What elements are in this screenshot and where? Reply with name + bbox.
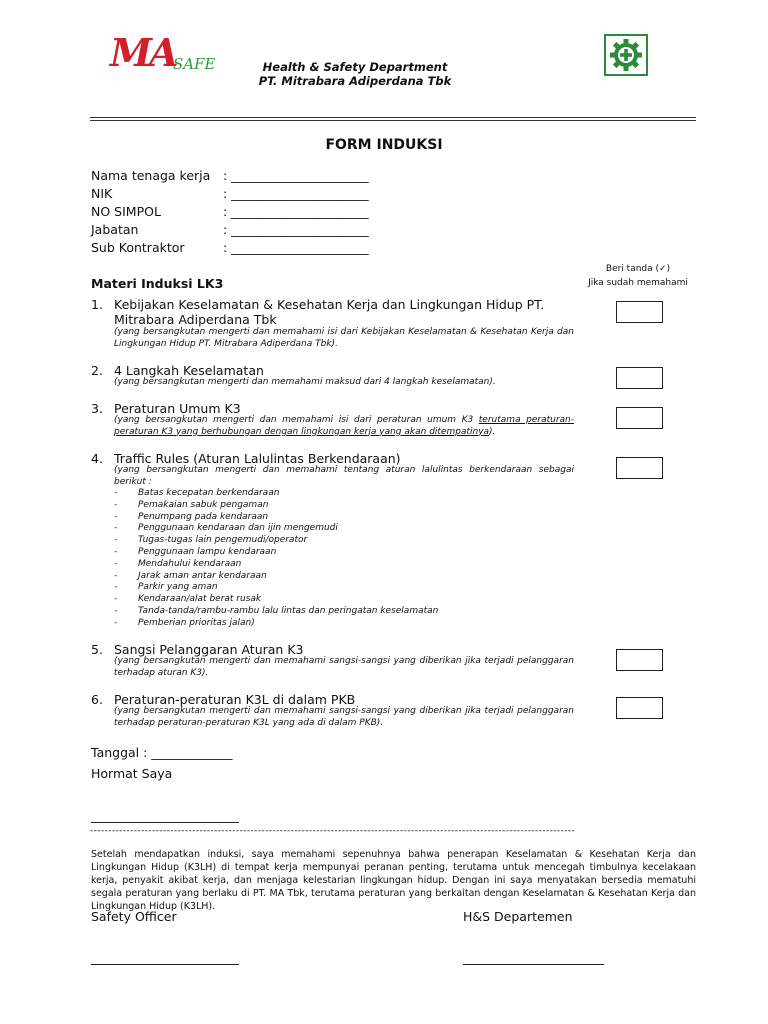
bullet-item: Kendaraan/alat berat rusak xyxy=(138,594,262,605)
item-description: (yang bersangkutan mengerti dan memahami maksud dari 4 langkah keselamatan). xyxy=(114,377,496,387)
item-title: Peraturan-peraturan K3L di dalam PKB xyxy=(114,692,356,707)
item-description: (yang bersangkutan mengerti dan memahami tentang aturan lalulintas berkendaraan sebagai berikut : xyxy=(114,465,574,487)
field-label-simpol: NO SIMPOL xyxy=(91,204,161,219)
bullet-item: Pemakaian sabuk pengaman xyxy=(138,499,269,510)
bullet-item: Tanda-tanda/rambu-rambu lalu lintas dan peringatan keselamatan xyxy=(138,606,439,616)
bullet-dash: - xyxy=(114,594,118,605)
item-number: 5. xyxy=(91,642,103,657)
signature-line-applicant[interactable] xyxy=(91,822,239,823)
bullet-dash: - xyxy=(114,617,118,628)
field-label-nik: NIK xyxy=(91,186,113,201)
item-description xyxy=(114,415,574,438)
department-name: Health & Safety Department xyxy=(262,60,448,74)
check-note-line1: Beri tanda (✓) xyxy=(605,264,671,274)
item-description-part: ). xyxy=(489,426,496,437)
bullet-item: Parkir yang aman xyxy=(138,582,218,593)
checkbox-item-6[interactable] xyxy=(616,697,663,719)
item-title: Sangsi Pelanggaran Aturan K3 xyxy=(114,642,304,657)
bullet-item: Penggunaan kendaraan dan ijin mengemudi xyxy=(138,523,338,534)
safety-gear-icon xyxy=(604,34,648,76)
bullet-dash: - xyxy=(114,511,118,522)
item-number: 4. xyxy=(91,451,103,466)
hs-department-label: H&S Departemen xyxy=(463,909,573,924)
checkbox-item-3[interactable] xyxy=(616,407,663,429)
field-label-nama: Nama tenaga kerja xyxy=(91,168,211,183)
bullet-dash: - xyxy=(114,488,118,498)
bullet-item: Jarak aman antar kendaraan xyxy=(138,570,267,581)
item-description-part: (yang bersangkutan mengerti dan memahami isi dari peraturan umum K3 xyxy=(114,415,479,425)
field-input-nik[interactable]: : ______________________ xyxy=(223,186,369,201)
bullet-item: Pemberian prioritas jalan) xyxy=(138,617,255,628)
bullet-dash: - xyxy=(114,570,118,581)
field-label-jabatan: Jabatan xyxy=(91,222,139,237)
bullet-dash: - xyxy=(114,558,118,569)
field-label-subkon: Sub Kontraktor xyxy=(91,240,185,255)
bullet-dash: - xyxy=(114,535,118,546)
bullet-dash: - xyxy=(114,606,118,616)
checkbox-item-2[interactable] xyxy=(616,367,663,389)
item-description: (yang bersangkutan mengerti dan memahami sangsi-sangsi yang diberikan jika terjadi pelanggaran terhadap aturan K3). xyxy=(114,656,574,678)
bullet-dash: - xyxy=(114,582,118,593)
checkbox-item-5[interactable] xyxy=(616,649,663,671)
item-title: 4 Langkah Keselamatan xyxy=(114,363,264,378)
form-title: FORM INDUKSI xyxy=(325,137,443,153)
section-title: Materi Induksi LK3 xyxy=(91,276,224,291)
regards-text: Hormat Saya xyxy=(91,766,173,781)
item-number: 1. xyxy=(91,297,103,312)
separator-dashes: ------------------------------------------------------------------------------------------------------------------------------------- xyxy=(90,826,576,836)
bullet-item: Mendahului kendaraan xyxy=(138,558,242,569)
field-input-nama[interactable]: : ______________________ xyxy=(223,168,369,183)
logo-ma: MA xyxy=(110,30,176,75)
bullet-dash: - xyxy=(114,547,118,557)
item-description: (yang bersangkutan mengerti dan memahami isi dari Kebijakan Keselamatan & Kesehatan Kerja dan Lingkungan Hidup PT. Mitrabara Adiperdana Tbk). xyxy=(114,327,574,349)
item-title: Traffic Rules (Aturan Lalulintas Berkendaraan) xyxy=(114,451,401,466)
item-title: Peraturan Umum K3 xyxy=(114,401,241,416)
item-description: (yang bersangkutan mengerti dan memahami sangsi-sangsi yang diberikan jika terjadi pelanggaran terhadap peraturan-peraturan K3L yang ada di dalam PKB). xyxy=(114,706,574,728)
header-rule-top xyxy=(90,117,696,118)
header-rule-bottom xyxy=(90,120,696,121)
item-number: 2. xyxy=(91,363,103,378)
safety-officer-label: Safety Officer xyxy=(91,909,177,924)
check-note-line2: Jika sudah memahami xyxy=(588,278,688,288)
item-title: Kebijakan Keselamatan & Kesehatan Kerja dan Lingkungan Hidup PT. Mitrabara Adiperdana Tbk xyxy=(114,297,545,327)
signature-line-safety-officer[interactable] xyxy=(91,964,239,965)
logo-safe: SAFE xyxy=(173,55,216,73)
item-number: 3. xyxy=(91,401,103,416)
field-input-subkon[interactable]: : ______________________ xyxy=(223,240,369,255)
bullet-dash: - xyxy=(114,523,118,534)
checkbox-item-1[interactable] xyxy=(616,301,663,323)
bullet-item: Tugas-tugas lain pengemudi/operator xyxy=(138,535,308,546)
field-input-simpol[interactable]: : ______________________ xyxy=(223,204,369,219)
item-number: 6. xyxy=(91,692,103,707)
bullet-item: Penggunaan lampu kendaraan xyxy=(138,547,277,557)
statement-paragraph: Setelah mendapatkan induksi, saya memahami sepenuhnya bahwa penerapan Keselamatan & Kesehatan Kerja dan Lingkungan Hidup (K3LH) di tempat kerja mempunyai peranan penting, terutama untuk mencegah timbulnya kecelakaan kerja, penyakit akibat kerja, dan menjaga kelestarian lingkungan hidup. Dengan ini saya menyatakan bersedia mematuhi segala peraturan yang berlaku di PT. MA Tbk, terutama peraturan yang berkaitan dengan Keselamatan & Kesehatan Kerja dan Lingkungan Hidup (K3LH). xyxy=(91,849,696,912)
bullet-item: Penumpang pada kendaraan xyxy=(138,511,269,522)
field-input-jabatan[interactable]: : ______________________ xyxy=(223,222,369,237)
bullet-item: Batas kecepatan berkendaraan xyxy=(138,488,280,498)
date-field[interactable]: Tanggal : _____________ xyxy=(91,745,233,760)
bullet-dash: - xyxy=(114,499,118,510)
checkbox-item-4[interactable] xyxy=(616,457,663,479)
item-description-underlined: terutama peraturan-peraturan K3 yang berhubungan dengan lingkungan kerja yang akan ditempatinya xyxy=(114,415,574,437)
company-name: PT. Mitrabara Adiperdana Tbk xyxy=(258,74,452,88)
signature-line-hs-department[interactable] xyxy=(463,964,604,965)
